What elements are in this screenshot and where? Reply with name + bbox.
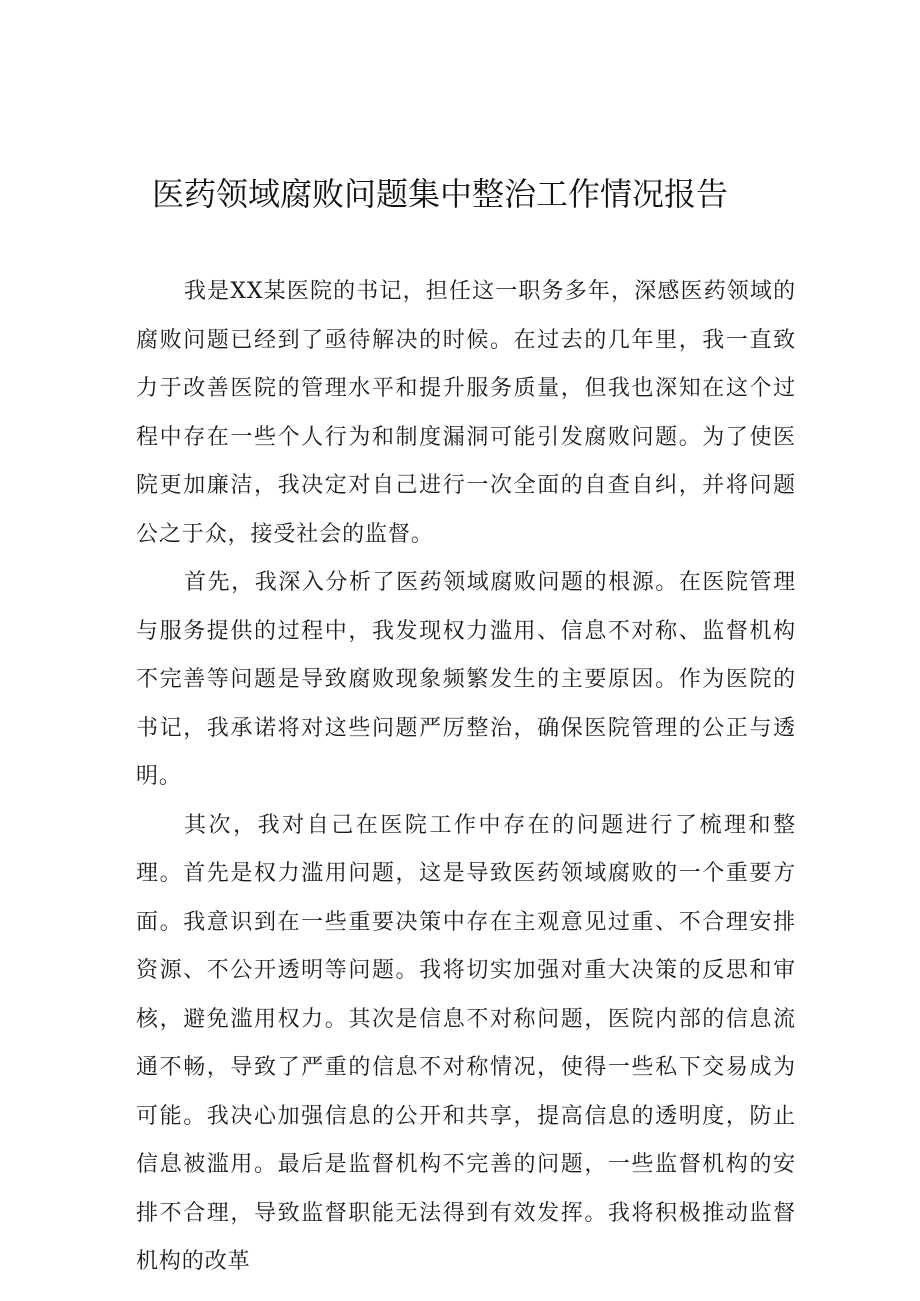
- paragraph-3: 其次，我对自己在医院工作中存在的问题进行了梳理和整理。首先是权力滥用问题，这是导致医药领域腐败的一个重要方面。我意识到在一些重要决策中存在主观意见过重、不合理安排资源、不公开透明等问题。我将切实加强对重大决策的反思和审核，避免滥用权力。其次是信息不对称问题，医院内部的信息流通不畅，导致了严重的信息不对称情况，使得一些私下交易成为可能。我决心加强信息的公开和共享，提高信息的透明度，防止信息被滥用。最后是监督机构不完善的问题，一些监督机构的安排不合理，导致监督职能无法得到有效发挥。我将积极推动监督机构的改革: [136, 812, 796, 1274]
- document-body: [136, 268, 796, 1287]
- paragraph-1: 我是XX某医院的书记，担任这一职务多年，深感医药领域的腐败问题已经到了亟待解决的时候。在过去的几年里，我一直致力于改善医院的管理水平和提升服务质量，但我也深知在这个过程中存在一些个人行为和制度漏洞可能引发腐败问题。为了使医院更加廉洁，我决定对自己进行一次全面的自查自纠，并将问题公之于众，接受社会的监督。: [136, 279, 796, 547]
- document-title: 医药领域腐败问题集中整治工作情况报告: [151, 175, 728, 213]
- paragraph-2: 首先，我深入分析了医药领域腐败问题的根源。在医院管理与服务提供的过程中，我发现权力滥用、信息不对称、监督机构不完善等问题是导致腐败现象频繁发生的主要原因。作为医院的书记，我承诺将对这些问题严厉整治，确保医院管理的公正与透明。: [136, 570, 796, 789]
